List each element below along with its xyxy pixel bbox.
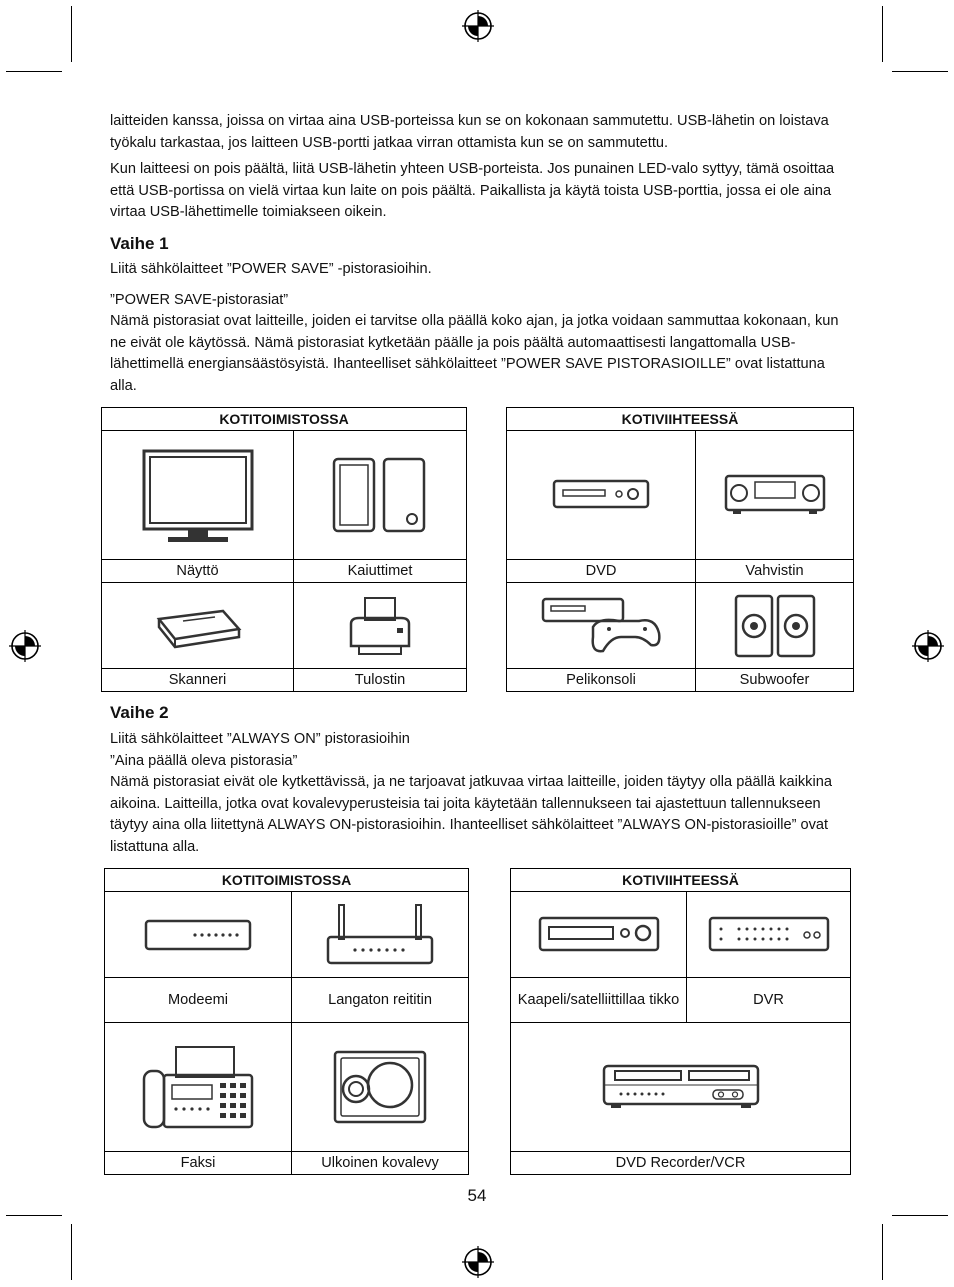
dvd-vcr-icon: [601, 1063, 761, 1111]
registration-mark-icon: [9, 630, 41, 662]
table-header: KOTITOIMISTOSSA: [102, 408, 467, 431]
device-label: Näyttö: [102, 560, 294, 583]
step1-office-table: [101, 407, 467, 692]
device-label: Langaton reititin: [292, 978, 469, 1023]
step2-subtitle: ”Aina päällä oleva pistorasia”: [110, 753, 298, 769]
subwoofer-icon: [733, 593, 817, 659]
step1-body: Nämä pistorasiat ovat laitteille, joiden ei tarvitse olla päällä koko ajan, ja jotka voidaan sammuttaa kokonaan, kun ne eivät ole käytössä. Nämä pistorasiat kytketään päälle ja pois päältä automaattisesti langattomalla USB-lähettimellä energiansäästösyistä. Ihanteelliset sähkölaitteet ”POWER SAVE PISTORASIOILLE” ovat listattuna alla.: [110, 313, 839, 395]
page-number: 54: [467, 1186, 487, 1205]
dvd-player-icon: [551, 478, 651, 512]
step1-instruction: Liitä sähkölaitteet ”POWER SAVE” -pistorasioihin.: [110, 261, 432, 277]
modem-icon: [143, 918, 253, 952]
table-header: KOTIVIIHTEESSÄ: [507, 408, 854, 431]
hard-drive-icon: [332, 1049, 428, 1125]
crop-mark: [882, 6, 883, 62]
device-label: DVD: [507, 560, 696, 583]
device-label: Kaiuttimet: [294, 560, 467, 583]
device-label: Skanneri: [102, 669, 294, 692]
device-label: Ulkoinen kovalevy: [292, 1152, 469, 1175]
game-console-icon: [539, 593, 663, 659]
crop-mark: [6, 1215, 62, 1216]
intro-paragraph-2: Kun laitteesi on pois päältä, liitä USB-lähetin yhteen USB-porteista. Jos punainen LED-valo syttyy, tämä osoittaa että USB-portissa on vielä virtaa kun laite on pois päältä. Paikallista ja käytä toista USB-porttia, jossa ei ole aina virtaa USB-lähettimelle toimiakseen oikein.: [110, 161, 835, 221]
device-label: DVR: [687, 978, 851, 1023]
step1-home-table: [506, 407, 854, 692]
registration-mark-icon: [462, 10, 494, 42]
intro-paragraph-1: laitteiden kanssa, joissa on virtaa aina USB-porteissa kun se on kokonaan sammutettu. USB-lähetin on loistava työkalu tarkastaa, jos laitteen USB-portti jatkaa virran ottamista kun se on sammutettu.: [110, 113, 829, 151]
registration-mark-icon: [462, 1246, 494, 1278]
step2-body: Nämä pistorasiat eivät ole kytkettävissä, ja ne tarjoavat jatkuvaa virtaa laitteille, joiden täytyy olla päällä kaikkina aikoina. Laitteilla, jotka ovat kovalevyperusteisia tai joita käytetään tallennukseen tai ajastettuun tallennukseen täytyy aina olla liitettynä ALWAYS ON-pistorasioihin. Ihanteelliset sähkölaitteet ”ALWAYS ON-pistorasioille” ovat listattuna alla.: [110, 774, 832, 856]
satellite-box-icon: [537, 915, 661, 955]
device-label: Faksi: [105, 1152, 292, 1175]
step1-subtitle: ”POWER SAVE-pistorasiat”: [110, 292, 289, 308]
table-header: KOTITOIMISTOSSA: [105, 869, 469, 892]
table-header: KOTIVIIHTEESSÄ: [511, 869, 851, 892]
device-label: Vahvistin: [696, 560, 854, 583]
step2-heading: Vaihe 2: [110, 703, 169, 722]
crop-mark: [71, 6, 72, 62]
crop-mark: [892, 1215, 948, 1216]
crop-mark: [892, 71, 948, 72]
crop-mark: [6, 71, 62, 72]
dvr-icon: [707, 915, 831, 955]
device-label: Subwoofer: [696, 669, 854, 692]
speakers-icon: [330, 455, 430, 535]
device-label: DVD Recorder/VCR: [511, 1152, 851, 1175]
crop-mark: [882, 1224, 883, 1280]
device-label: Pelikonsoli: [507, 669, 696, 692]
device-label: Tulostin: [294, 669, 467, 692]
step1-heading: Vaihe 1: [110, 234, 169, 253]
device-label: Modeemi: [105, 978, 292, 1023]
registration-mark-icon: [912, 630, 944, 662]
amplifier-icon: [723, 473, 827, 517]
printer-icon: [345, 594, 415, 658]
router-icon: [325, 903, 435, 967]
fax-icon: [142, 1045, 254, 1129]
step2-instruction: Liitä sähkölaitteet ”ALWAYS ON” pistorasioihin: [110, 731, 410, 747]
crop-mark: [71, 1224, 72, 1280]
device-label: Kaapeli/satelliittillaa tikko: [511, 978, 687, 1023]
step2-home-table: [510, 868, 851, 1175]
step2-office-table: [104, 868, 469, 1175]
scanner-icon: [153, 601, 243, 651]
monitor-icon: [138, 445, 258, 545]
